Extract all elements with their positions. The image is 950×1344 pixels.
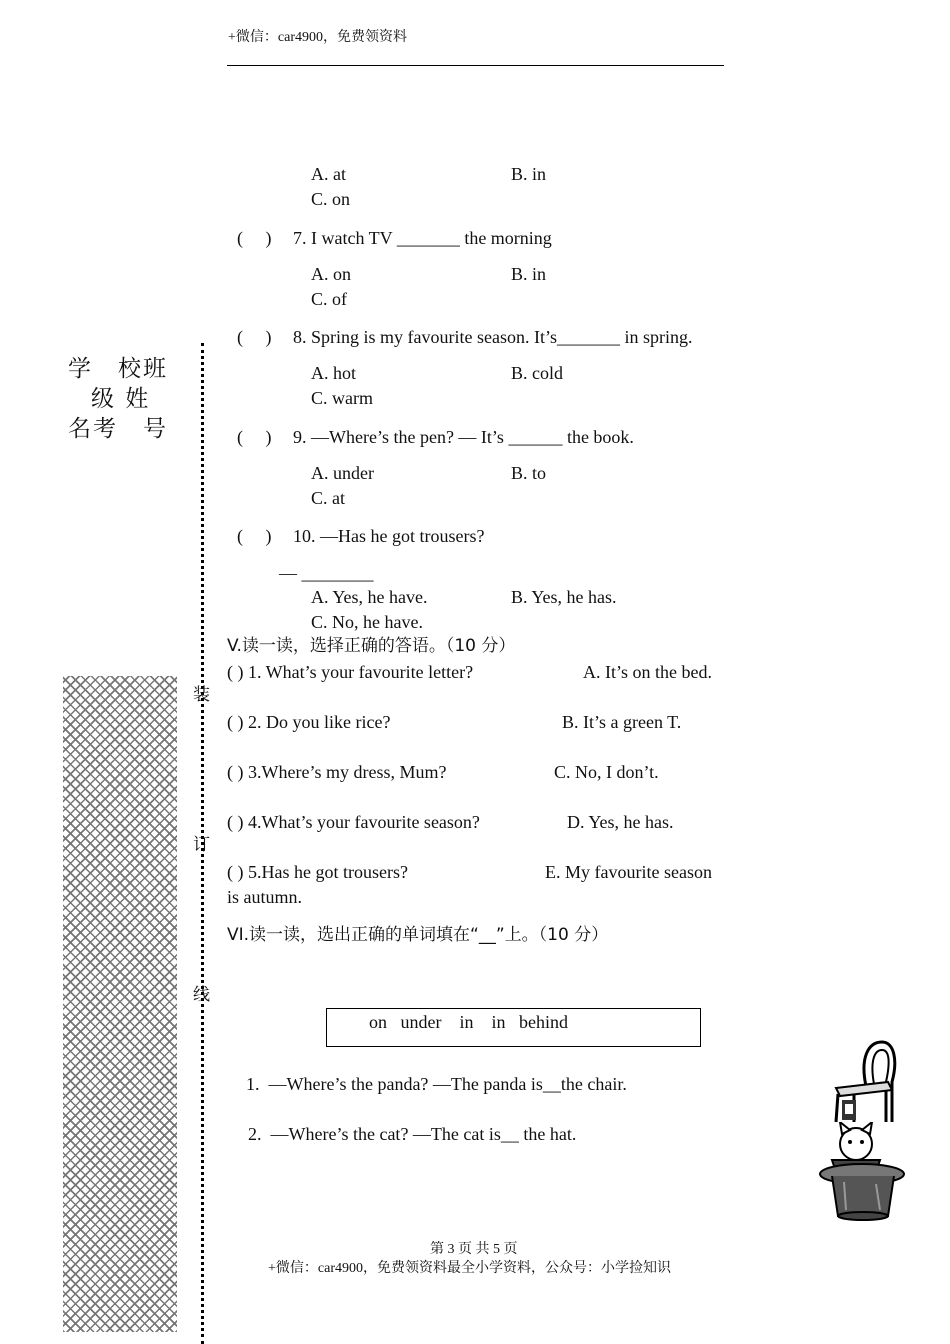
q9-option-b: B. to — [511, 463, 547, 483]
s5-q4: ( ) 4.What’s your favourite season? — [227, 812, 480, 832]
s5-q3: ( ) 3.Where’s my dress, Mum? — [227, 762, 447, 782]
class-name-label: 级 姓 — [91, 386, 151, 412]
word-bank-text: on under in in behind — [369, 1012, 568, 1032]
header-rule — [227, 65, 724, 66]
s5-ans-e-wrap: is autumn. — [227, 887, 302, 907]
school-label: 学 校班 — [68, 356, 168, 382]
q8-option-a: A. hot — [311, 363, 356, 383]
q10-answer-line: — ________ — [279, 563, 374, 583]
q7-option-a: A. on — [311, 264, 351, 284]
page-number: 第 3 页 共 5 页 — [430, 1242, 518, 1257]
q6-option-c: C. on — [311, 189, 351, 209]
s5-ans-b: B. It’s a green T. — [562, 712, 682, 732]
s5-q5: ( ) 5.Has he got trousers? — [227, 862, 408, 882]
q6-option-a: A. at — [311, 164, 346, 184]
binding-mark-ding: 订 — [193, 835, 210, 855]
s6-item-2: 2. —Where’s the cat? —The cat is__ the hat. — [248, 1124, 577, 1144]
q9-option-a: A. under — [311, 463, 374, 483]
hatched-margin — [63, 676, 177, 1332]
q9-text: 9. —Where’s the pen? — It’s ______ the book. — [293, 427, 634, 447]
q10-option-b: B. Yes, he has. — [511, 587, 617, 607]
q7-option-c: C. of — [311, 289, 347, 309]
s5-ans-d: D. Yes, he has. — [567, 812, 674, 832]
s6-item-1: 1. —Where’s the panda? —The panda is__the chair. — [246, 1074, 627, 1094]
q10-option-c: C. No, he have. — [311, 612, 423, 632]
q7-text: 7. I watch TV _______ the morning — [293, 228, 552, 248]
q8-option-b: B. cold — [511, 363, 563, 383]
q8-paren: ( ) — [237, 327, 272, 347]
q9-paren: ( ) — [237, 427, 272, 447]
footer-note: +微信：car4900，免费领资料最全小学资料，公众号：小学捡知识 — [268, 1261, 671, 1276]
q10-text: 10. —Has he got trousers? — [293, 526, 485, 546]
binding-mark-xian: 线 — [193, 985, 210, 1005]
section6-title: VI.读一读，选出正确的单词填在“__”上。（10 分） — [227, 925, 609, 945]
q10-paren: ( ) — [237, 526, 272, 546]
cat-in-hat-illustration — [818, 1122, 908, 1222]
q8-option-c: C. warm — [311, 388, 373, 408]
s5-q1: ( ) 1. What’s your favourite letter? — [227, 662, 474, 682]
section5-title: V.读一读，选择正确的答语。（10 分） — [227, 636, 516, 656]
q7-option-b: B. in — [511, 264, 547, 284]
binding-mark-zhuang: 装 — [193, 685, 210, 705]
header-note: +微信：car4900，免费领资料 — [228, 30, 407, 45]
q7-paren: ( ) — [237, 228, 272, 248]
s5-ans-e: E. My favourite season — [545, 862, 712, 882]
s5-ans-a: A. It’s on the bed. — [583, 662, 712, 682]
q6-option-b: B. in — [511, 164, 547, 184]
chair-illustration — [826, 1038, 900, 1124]
q9-option-c: C. at — [311, 488, 345, 508]
exam-number-label: 名考 号 — [68, 416, 168, 442]
q10-option-a: A. Yes, he have. — [311, 587, 428, 607]
q8-text: 8. Spring is my favourite season. It’s_______ in spring. — [293, 327, 693, 347]
s5-q2: ( ) 2. Do you like rice? — [227, 712, 391, 732]
s5-ans-c: C. No, I don’t. — [554, 762, 659, 782]
